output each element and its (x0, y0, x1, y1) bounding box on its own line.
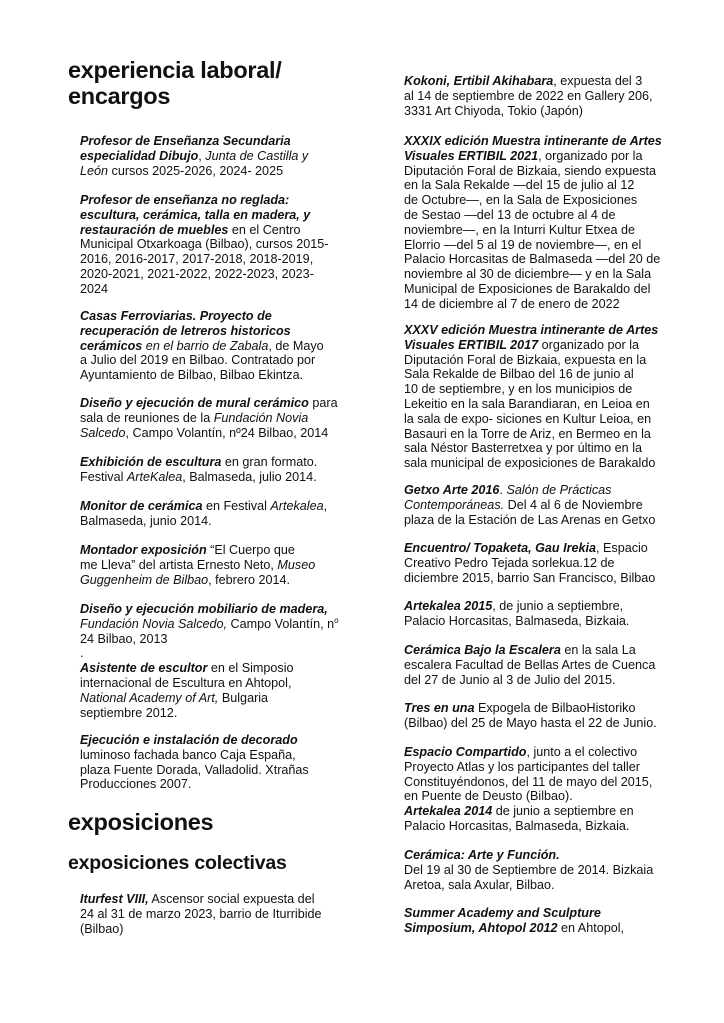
entry-text: del 27 de Junio al 3 de Julio del 2015. (404, 672, 616, 687)
entry-line (404, 412, 658, 427)
entry-line (80, 499, 327, 514)
entry-text: para (308, 396, 338, 410)
entry-text: en Puente de Deusto (Bilbao). (404, 789, 573, 804)
entry-text: Basauri en la Torre de Ariz, en Bermeo en la (404, 426, 651, 441)
entry-text: diciembre 2015, barrio San Francisco, Bilbao (404, 570, 656, 585)
exhibition-entry (404, 848, 653, 892)
entry-line (80, 208, 329, 223)
entry-line (404, 456, 658, 471)
entry-line (404, 804, 652, 819)
entry-text: en la sala La (560, 643, 636, 657)
entry-line (80, 237, 329, 252)
entry-text: , Balmaseda, julio 2014. (182, 469, 317, 484)
entry-line (404, 338, 658, 353)
entry-title: Kokoni, Ertibil Akihabara (404, 74, 554, 88)
entry-italic: Artekalea (270, 499, 324, 513)
entry-line (404, 323, 658, 338)
entry-text: , febrero 2014. (208, 572, 291, 587)
entry-text: Festival (80, 469, 127, 484)
entry-text: escalera Facultad de Bellas Artes de Cuenca (404, 657, 656, 672)
entry-text: o (334, 615, 339, 625)
entry-line (404, 367, 658, 382)
entry-line (80, 164, 308, 179)
entry-line (80, 411, 338, 426)
entry-text: sala de reuniones de la (80, 410, 214, 425)
entry-line (404, 878, 653, 893)
entry-title: recuperación de letreros historicos (80, 323, 291, 338)
entry-text: Elorrio —del 5 al 19 de noviembre—, en el (404, 237, 642, 252)
work-entry (80, 602, 339, 720)
entry-text: al 14 de septiembre de 2022 en Gallery 206, (404, 88, 653, 103)
entry-line (404, 541, 655, 556)
entry-line (404, 571, 655, 586)
entry-title: Asistente de escultor (80, 661, 208, 676)
entry-text: sala municipal de exposiciones de Barakaldo (404, 456, 656, 471)
entry-line (404, 556, 655, 571)
entry-title: Simposium, Ahtopol 2012 (404, 920, 558, 935)
entry-italic: en el barrio de Zabala (142, 338, 269, 353)
entry-line (80, 907, 322, 922)
entry-line (80, 748, 309, 763)
entry-text: 10 de septiembre, y en los municipios de (404, 382, 633, 397)
entry-line (404, 353, 658, 368)
entry-line (404, 921, 624, 936)
entry-text: Bulgaria (218, 690, 269, 705)
entry-text: cursos 2025-2026, 2024- 2025 (108, 163, 284, 178)
entry-text: plaza Fuente Dorada, Valladolid. Xtrañas (80, 762, 309, 777)
entry-line (404, 134, 662, 149)
entry-text: , de junio a septiembre, (492, 599, 624, 613)
entry-title: Espacio Compartido (404, 745, 527, 759)
entry-line (404, 745, 652, 760)
entry-text: , expuesta del 3 (553, 74, 643, 88)
entry-title: Profesor de Enseñanza Secundaria (80, 134, 291, 148)
entry-text: , (323, 499, 328, 513)
entry-line (80, 661, 339, 676)
entry-text: 24 Bilbao, 2013 (80, 631, 168, 646)
entry-line (80, 763, 309, 778)
entry-line (80, 267, 329, 282)
entry-line (80, 309, 324, 324)
entry-line (80, 617, 339, 632)
entry-text: , Espacio (596, 541, 648, 555)
entry-text: Creativo Pedro Tejada sorlekua.12 de (404, 555, 615, 570)
entry-line (80, 777, 309, 792)
entry-title: Profesor de enseñanza no reglada: (80, 193, 290, 207)
entry-line (404, 848, 653, 863)
entry-text: 3331 Art Chiyoda, Tokio (Japón) (404, 103, 583, 118)
entry-line (80, 470, 317, 485)
entry-title: XXXV edición Muestra intinerante de Artes (404, 323, 659, 337)
entry-line (404, 252, 662, 267)
heading-line: encargos (68, 83, 171, 109)
entry-line (80, 134, 308, 149)
exhibition-entry (404, 134, 662, 312)
entry-line (80, 252, 329, 267)
entry-line (80, 455, 317, 470)
entry-italic: ArteKalea (126, 469, 183, 484)
entry-title: Getxo Arte 2016 (404, 483, 500, 497)
entry-title: Exhibición de escultura (80, 455, 222, 469)
heading-line: experiencia laboral/ (68, 57, 282, 83)
work-entry (80, 134, 308, 178)
entry-line (404, 382, 658, 397)
entry-title: Diseño y ejecución de mural cerámico (80, 396, 309, 410)
entry-title: especialidad Dibujo (80, 148, 199, 163)
entry-italic: Salón de Prácticas (506, 483, 612, 497)
entry-text: Ascensor social expuesta del (148, 892, 315, 906)
exhibition-entry (404, 701, 657, 731)
entry-title: Iturfest VIII, (80, 892, 149, 906)
exhibition-entry (404, 483, 655, 527)
entry-text: “El Cuerpo que (206, 543, 295, 557)
exhibition-entry (404, 323, 658, 471)
entry-text: Constituyéndonos, del 11 de mayo del 2015, (404, 774, 653, 789)
entry-line (404, 658, 655, 673)
entry-text: Del 19 al 30 de Septiembre de 2014. Bizkaia (404, 862, 654, 877)
entry-line (404, 164, 662, 179)
entry-line (404, 483, 655, 498)
exhibition-entry (404, 643, 655, 687)
entry-text: Municipal de Exposiciones de Barakaldo del (404, 281, 651, 296)
entry-line (404, 149, 662, 164)
entry-line (404, 701, 657, 716)
entry-line (80, 922, 322, 937)
entry-text: Aretoa, sala Axular, Bilbao. (404, 877, 555, 892)
entry-text: Palacio Horcasitas, Balmaseda, Bizkaia. (404, 613, 630, 628)
entry-text: 2024 (80, 281, 109, 296)
entry-line (404, 760, 652, 775)
entry-line (404, 397, 658, 412)
entry-title: Visuales ERTIBIL 2017 (404, 337, 539, 352)
entry-title: Ejecución e instalación de decorado (80, 733, 298, 747)
entry-text: en Festival (202, 499, 271, 513)
entry-title: Encuentro/ Topaketa, Gau Irekia (404, 541, 596, 555)
entry-text: de Sestao —del 13 de octubre al 4 de (404, 207, 616, 222)
entry-text: 14 de diciembre al 7 de enero de 2022 (404, 296, 620, 311)
entry-line (80, 339, 324, 354)
entry-italic: Fundación Novia Salcedo, (80, 616, 228, 631)
entry-text: Diputación Foral de Bizkaia, siendo expuesta (404, 163, 657, 178)
entry-line (80, 543, 315, 558)
entry-text: (Bilbao) (80, 921, 124, 936)
entry-line (404, 789, 652, 804)
entry-text: Lekeitio en la sala Barandiaran, en Leioa en (404, 396, 650, 411)
entry-italic: Museo (277, 557, 316, 572)
entry-line (80, 691, 339, 706)
entry-text: 24 al 31 de marzo 2023, barrio de Iturribide (80, 906, 322, 921)
entry-title: Artekalea 2015 (404, 599, 493, 613)
entry-text: a Julio del 2019 en Bilbao. Contratado por (80, 353, 316, 368)
entry-text: . (80, 646, 84, 661)
entry-text: de Octubre—, en la Sala de Exposiciones (404, 193, 638, 208)
exhibition-entry (404, 74, 653, 118)
entry-text: me Lleva” del artista Ernesto Neto, (80, 557, 278, 572)
entry-line (80, 324, 324, 339)
entry-text: Campo Volantín, n (227, 616, 335, 631)
entry-title: Monitor de cerámica (80, 499, 203, 513)
entry-title: restauración de muebles (80, 222, 229, 237)
entry-title: Tres en una (404, 701, 475, 715)
entry-title: Cerámica: Arte y Función. (404, 848, 560, 862)
entry-line (80, 514, 327, 529)
entry-line (404, 863, 653, 878)
entry-text: en la Sala Rekalde —del 15 de julio al 12 (404, 178, 635, 193)
exhibition-entry (404, 906, 624, 936)
entry-line (404, 614, 629, 629)
entry-line (80, 282, 329, 297)
entry-line (404, 89, 653, 104)
entry-text: de junio a septiembre en (492, 804, 634, 819)
entry-line (404, 223, 662, 238)
entry-text: , Campo Volantín, nº24 Bilbao, 2014 (125, 425, 329, 440)
entry-line (404, 267, 662, 282)
entry-title: Visuales ERTIBIL 2021 (404, 148, 539, 163)
exhibition-entry (404, 745, 652, 834)
entry-line (80, 426, 338, 441)
entry-italic: Salcedo (80, 425, 126, 440)
entry-line (80, 353, 324, 368)
entry-italic: Guggenheim de Bilbao (80, 572, 209, 587)
entry-line (404, 178, 662, 193)
entry-text: , (198, 148, 206, 163)
entry-line (80, 646, 339, 661)
entry-line (80, 149, 308, 164)
entry-line (80, 706, 339, 721)
entry-line (80, 193, 329, 208)
entry-title: XXXIX edición Muestra intinerante de Artes (404, 134, 662, 148)
entry-line (80, 602, 339, 617)
entry-text: Balmaseda, junio 2014. (80, 513, 212, 528)
subheading-collective: exposiciones colectivas (68, 852, 287, 874)
entry-text: en gran formato. (221, 455, 318, 469)
entry-line (404, 104, 653, 119)
section-heading-work (68, 57, 281, 109)
entry-line (80, 892, 322, 907)
entry-text: Sala Rekalde de Bilbao del 16 de junio al (404, 367, 634, 382)
entry-italic: Fundación Novia (213, 410, 309, 425)
entry-line (80, 733, 309, 748)
entry-text: internacional de Escultura en Ahtopol, (80, 675, 292, 690)
entry-line (80, 573, 315, 588)
entry-text: Palacio Horcasitas, Balmaseda, Bizkaia. (404, 818, 630, 833)
entry-text: 2016, 2016-2017, 2017-2018, 2018-2019, (80, 252, 314, 267)
entry-line (404, 238, 662, 253)
work-entry (80, 309, 324, 383)
entry-text: la sala de expo- siciones en Kultur Leioa, en (404, 411, 652, 426)
entry-title: Casas Ferroviarias. Proyecto de (80, 309, 272, 323)
entry-line (80, 223, 329, 238)
entry-text: noviembre—, en la Inturri Kultur Etxea de (404, 222, 635, 237)
entry-text: , de Mayo (268, 338, 324, 353)
work-entry (80, 396, 338, 440)
entry-italic: Contemporáneas. (404, 497, 505, 512)
entry-line (80, 368, 324, 383)
section-heading-exhibitions: exposiciones (68, 809, 214, 835)
entry-line (404, 74, 653, 89)
entry-title: Artekalea 2014 (404, 804, 493, 819)
entry-line (404, 193, 662, 208)
entry-line (404, 208, 662, 223)
entry-line (404, 906, 624, 921)
entry-text: en Ahtopol, (557, 920, 625, 935)
entry-text: , organizado por la (538, 148, 643, 163)
entry-line (80, 396, 338, 411)
entry-text: Palacio Horcasitas de Balmaseda —del 20 de (404, 252, 661, 267)
entry-line (404, 297, 662, 312)
entry-line (80, 558, 315, 573)
entry-title: Summer Academy and Sculpture (404, 906, 601, 920)
entry-text: Proyecto Atlas y los participantes del taller (404, 759, 640, 774)
exhibition-entry (80, 892, 322, 936)
entry-text: Producciones 2007. (80, 777, 192, 792)
entry-title: escultura, cerámica, talla en madera, y (80, 207, 311, 222)
entry-text: en el Simposio (207, 661, 294, 676)
entry-text: en el Centro (228, 222, 301, 237)
entry-line (404, 441, 658, 456)
entry-text: sala Néstor Basterretxea y por último en la (404, 441, 642, 456)
entry-text: Ayuntamiento de Bilbao, Bilbao Ekintza. (80, 368, 304, 383)
entry-text: , junto a el colectivo (526, 745, 638, 759)
work-entry (80, 455, 317, 485)
entry-text: 2020-2021, 2021-2022, 2022-2023, 2023- (80, 266, 314, 281)
entry-line (404, 427, 658, 442)
work-entry (80, 499, 327, 529)
entry-line (404, 673, 655, 688)
entry-line (404, 513, 655, 528)
entry-text: Municipal Otxarkoaga (Bilbao), cursos 2015- (80, 237, 329, 252)
entry-text: organizado por la (538, 337, 639, 352)
entry-line (404, 599, 629, 614)
entry-line (404, 643, 655, 658)
entry-text: Diputación Foral de Bizkaia, expuesta en la (404, 352, 647, 367)
entry-text: plaza de la Estación de Las Arenas en Getxo (404, 512, 656, 527)
entry-title: Cerámica Bajo la Escalera (404, 643, 561, 657)
exhibition-entry (404, 599, 629, 629)
entry-line (80, 632, 339, 647)
entry-text: . (499, 483, 507, 497)
entry-line (404, 498, 655, 513)
entry-italic: National Academy of Art, (80, 690, 219, 705)
entry-text: Expogela de BilbaoHistoriko (474, 701, 636, 715)
entry-line (404, 775, 652, 790)
entry-title: Diseño y ejecución mobiliario de madera, (80, 602, 328, 616)
entry-italic: Junta de Castilla y (205, 148, 309, 163)
entry-text: (Bilbao) del 25 de Mayo hasta el 22 de Junio. (404, 715, 657, 730)
entry-text: Del 4 al 6 de Noviembre (504, 497, 643, 512)
entry-text: noviembre al 30 de diciembre— y en la Sala (404, 267, 652, 282)
entry-line (404, 819, 652, 834)
entry-italic: León (80, 163, 109, 178)
exhibition-entry (404, 541, 655, 585)
entry-title: Montador exposición (80, 543, 207, 557)
entry-title: cerámicos (80, 338, 143, 353)
work-entry (80, 543, 315, 587)
entry-text: luminoso fachada banco Caja España, (80, 747, 296, 762)
entry-line (404, 716, 657, 731)
work-entry (80, 733, 309, 792)
entry-text: septiembre 2012. (80, 705, 178, 720)
entry-line (404, 282, 662, 297)
work-entry (80, 193, 329, 297)
entry-line (80, 676, 339, 691)
